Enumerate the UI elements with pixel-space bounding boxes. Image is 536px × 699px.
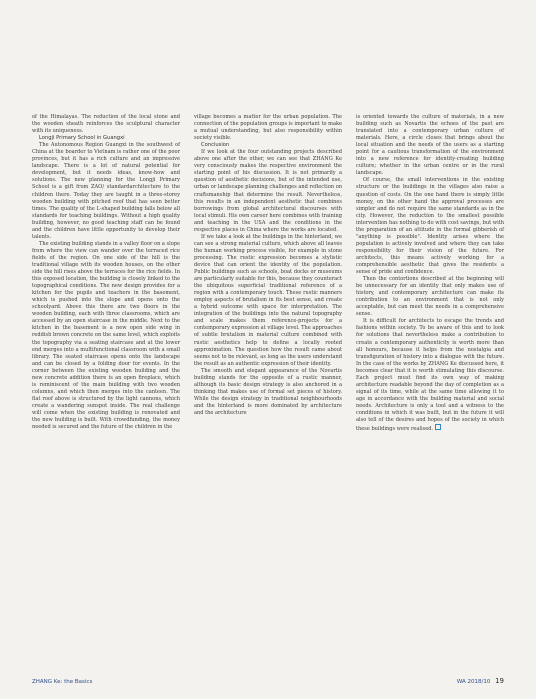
end-of-article-icon [435, 424, 441, 430]
section-heading: Conclusion [201, 142, 230, 149]
running-title: ZHANG Ke: the Basics [32, 679, 93, 685]
body-paragraph: village becomes a matter for the urban population. The connection of the population groups is important to make a mutual understanding, but also responsibility within society visible. [194, 114, 342, 142]
text-column-2 [194, 114, 342, 417]
text-column-1 [32, 114, 180, 431]
text-column-3 [356, 114, 504, 433]
body-paragraph: of the Himalayas. The reduction of the local stone and the wooden sheath reinforces the sculptural character with its uniqueness. [32, 114, 180, 135]
section-heading: Longji Primary School in Guangxi [39, 135, 125, 142]
body-paragraph: If we take a look at the buildings in the hinterland, we can see a strong material culture, which above all leaves the human working process visible, for example in stone processing. The rustic expression becomes a stylistic device that can orient the identity of the population. Public buildings such as schools, boat docks or museums are particularly suitable for this, because they counteract the ubiquitous superficial traditional reference of a region with a contemporary touch. These rustic manners employ aspects of brutalism in its best sense, and create a hybrid outcome with space for interpretation. The integration of the buildings into the natural topography and scale makes them reference-projects for a contemporary expression at village level. The approaches of subtle brutalism in material culture combined with rustic aesthetics help to define a locally rooted approximation. The question how the result came about seems not to be relevant, as long as the users understand the result as an authentic expression of their identity. [194, 233, 342, 367]
body-paragraph: It is difficult for architects to escape the trends and fashions within society. To be aware of this and to look for solutions that nevertheless make a contribution to create a contemporary authenticity is worth more than all honours, because it helps from the nostalgia and transfiguration of history into a dialogue with the future. In the case of the works by ZHANG Ke discussed here, it becomes clear that it is worth stimulating this discourse. Each project must find its own way of making architecture readable beyond the day of completion as a signal of its time, while at the same time allowing it to age in accordance with the building material and social needs. Architecture is only a tool and a witness to the conditions in which it was built, but in the future it will also tell of the desires and hopes of the society in which these buildings were realised. [356, 318, 504, 433]
body-paragraph: is oriented towards the culture of materials, in a new building such as Novartis the echoes of the past are translated into a contemporary urban culture of materials. Here, a circle closes that brings about the local situation and the needs of the users as a starting point for a cautious transformation of the environment into a new reference for identity-creating building culture; whether in the urban centre or in the rural landscape. [356, 114, 504, 177]
page-number: 19 [495, 677, 504, 685]
body-paragraph: Of course, the small interventions in the existing structure or the buildings in the villages also raise a question of costs. On the one hand there is simply little money, on the other hand the approval processes are simpler and do not require the same standards as in the city. However, the reduction to the smallest possible intervention has nothing to do with cost savings, but with the preparation of an attitude in the formal gibberish of "anything is possible". Identity arises where the population is actively involved and where they can take responsibility for their vision of the future. For architects, this means actively working for a comprehensible aesthetic that gives the residents a sense of pride and confidence. [356, 177, 504, 276]
footer-right [457, 677, 504, 685]
body-paragraph: If we look at the four outstanding projects described above one after the other, we can see that ZHANG Ke very consciously makes the respective environment the starting point of his discussion. It is not primarily a question of aesthetic decisions, but of the intended use, urban or landscape planning challenges and reflection on craftsmanship that determine the result. Nevertheless, this results in an independent aesthetic that combines borrowings from global architectural discourses with local stimuli. His own career here combines with training and teaching in the USA and the conditions in the respective places in China where the works are located. [194, 149, 342, 233]
page-footer [32, 675, 504, 685]
issue-label: WA 2018/10 [456, 679, 491, 685]
body-paragraph: The Autonomous Region Guangxi in the southwest of China at the boarder to Vietnam is rather one of the poor provinces, but it has a rich culture and an impressive landscape. There is a lot of natural potential for development, but it needs ideas, know-how and solutions. The new planning for the Longji Primary School is a gift from ZAO/ standardarchitecture to the children there. Today they are taught in a three-storey wooden building with pitched roof that has seen better times. The quality of the L-shaped building falls below all standards for teaching buildings. Without a high quality building, however, no good teaching staff can be found and the children have little opportunity to develop their talents. [32, 142, 180, 240]
body-paragraph: The smooth and elegant appearance of the Novartis building stands for the opposite of a rustic manner, although its basic design strategy is also anchored in a thinking that makes use of formal set pieces of history. While the design strategy in traditional neighbourhoods and the hinterland is more dominated by architecture and the architecture [194, 367, 342, 416]
body-paragraph: Then the contortions described at the beginning will be unnecessary for an identity that only makes use of history, and contemporary architecture can make its contribution to an environment that is not only acceptable, but can meet the needs in a comprehensive sense. [356, 276, 504, 318]
body-paragraph: The existing building stands in a valley floor on a slope from where the view can wander over the terraced rice fields of the region. On one side of the hill is the traditional village with its wooden houses, on the other side the hill rises above the terraces for the rice fields. In this exposed location, the building is closely linked to the topographical conditions. The new design provides for a kitchen for the pupils and teachers in the basement, which is pushed into the slope and opens onto the schoolyard. Above this there are two floors in the wooden building, each with three classrooms, which are accessed by an open staircase in the middle. Next to the kitchen in the basement is a new open side wing in reddish brown concrete on the same level, which exploits the topography via a seating staircase and at the lower end merges into a multifunctional classroom with a small library. The seated staircase opens onto the landscape and can be closed by a folding door for events. In the corner between the existing wooden building and the new concrete addition there is an open fireplace, which is reminiscent of the main building with two wooden columns, and which then merges into the canteen. The flat roof above is structured by the light cannons, which create a wandering sunspot inside. The real challenge will come when the existing building is renovated and the new building is built. With crowdfunding, the money needed is secured and the future of the children in the [32, 240, 180, 431]
